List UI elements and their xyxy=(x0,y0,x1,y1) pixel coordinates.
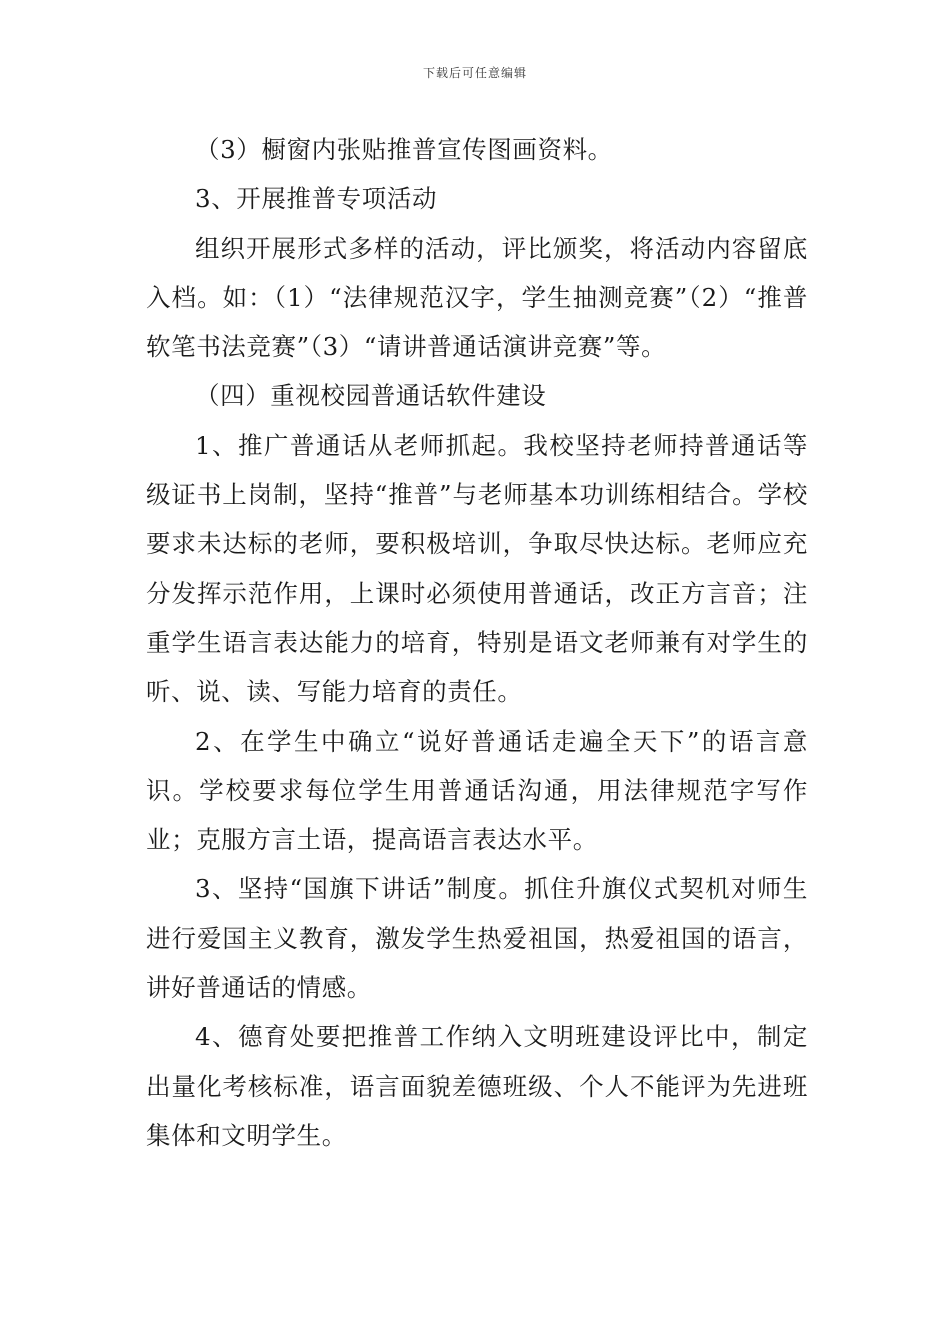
paragraph-flag-speech: 3、坚持“国旗下讲话”制度。抓住升旗仪式契机对师生进行爱国主义教育，激发学生热爱祖国，热爱祖国的语言，讲好普通话的情感。 xyxy=(146,874,808,1003)
header-note: 下载后可任意编辑 xyxy=(422,66,527,80)
paragraph-students: 2、在学生中确立“说好普通话走遍全天下”的语言意识。学校要求每位学生用普通话沟通，用法律规范字写作业；克服方言土语，提高语言表达水平。 xyxy=(146,726,808,855)
paragraph-heading-activities: 3、开展推普专项活动 xyxy=(195,184,438,214)
paragraph-activities: 组织开展形式多样的活动，评比颁奖，将活动内容留底入档。如：（1）“法律规范汉字，学生抽测竞赛”（2）“推普软笔书法竞赛”（3）“请讲普通话演讲竞赛”等。 xyxy=(146,233,808,362)
paragraph-section-heading: （四）重视校园普通话软件建设 xyxy=(195,381,547,411)
paragraph-teachers: 1、推广普通话从老师抓起。我校坚持老师持普通话等级证书上岗制，坚持“推普”与老师基本功训练相结合。学校要求未达标的老师，要积极培训，争取尽快达标。老师应充分发挥示范作用，上课时必须使用普通话，改正方言音；注重学生语言表达能力的培育，特别是语文老师兼有对学生的听、说、读、写能力培育的责任。 xyxy=(146,430,808,707)
document-body xyxy=(146,125,808,1160)
paragraph-window-display: （3）橱窗内张贴推普宣传图画资料。 xyxy=(195,135,613,164)
paragraph-moral-education: 4、德育处要把推普工作纳入文明班建设评比中，制定出量化考核标准，语言面貌差德班级、个人不能评为先进班集体和文明学生。 xyxy=(146,1022,808,1150)
